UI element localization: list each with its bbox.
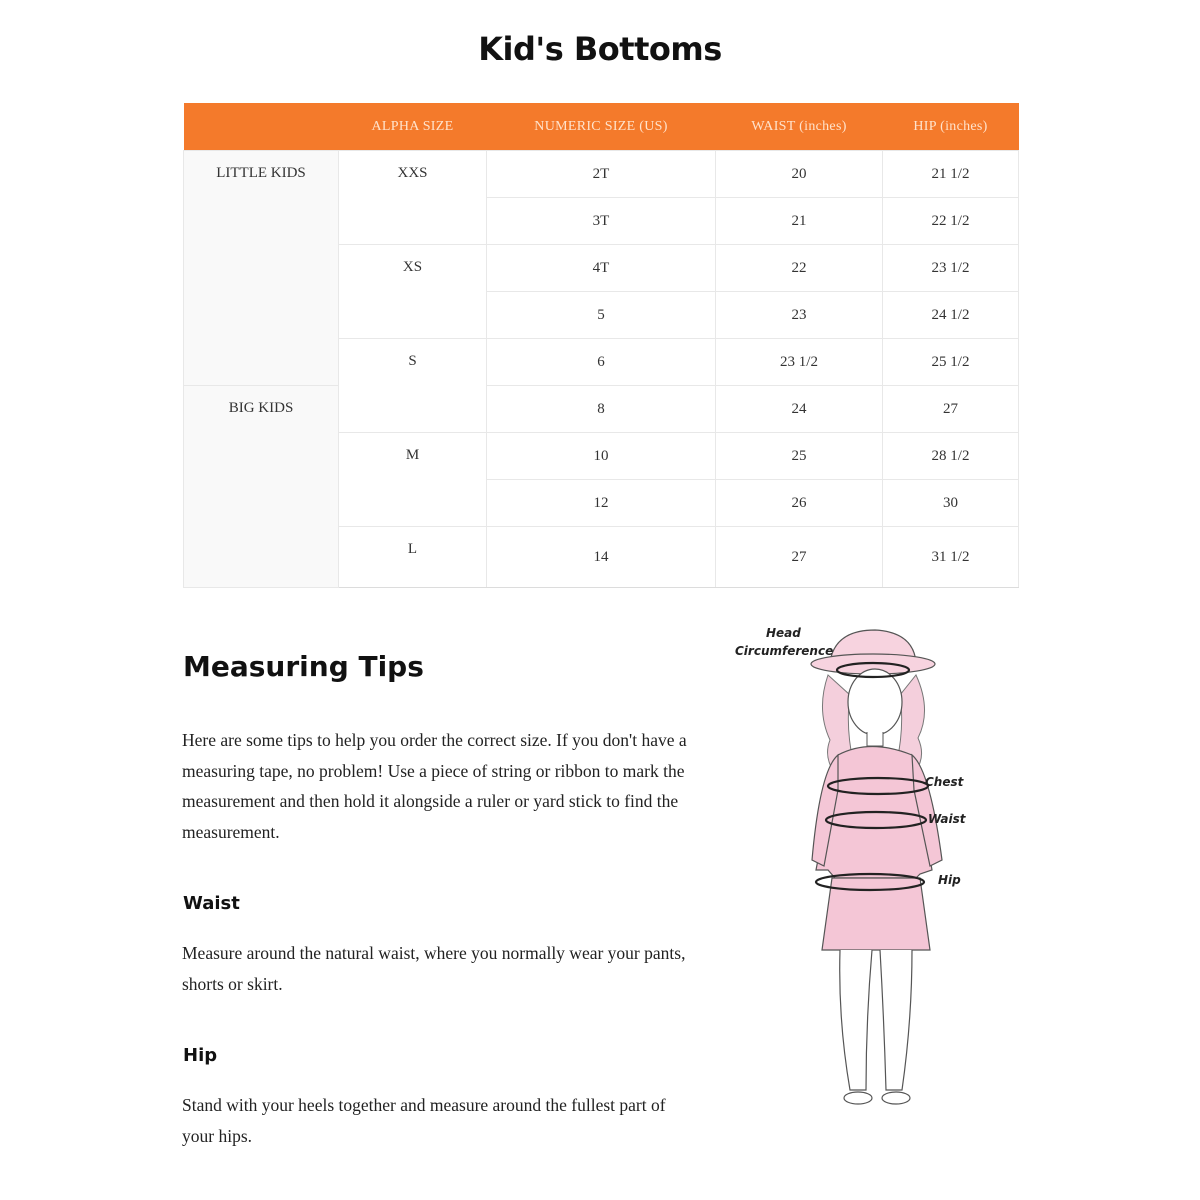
size-chart-table (183, 103, 1019, 588)
numeric-size-cell: 4T (487, 245, 716, 292)
numeric-size-cell: 2T (487, 151, 716, 198)
alpha-size-cell: L (339, 527, 487, 588)
table-row (184, 386, 1019, 433)
table-row (184, 151, 1019, 198)
numeric-size-cell: 14 (487, 527, 716, 588)
waist-cell: 23 (716, 292, 883, 339)
head-label: Head (766, 626, 801, 640)
measuring-tips-intro: Here are some tips to help you order the correct size. If you don't have a measuring tape, no problem! Use a piece of string or ribbon to mark the measurement and then hold it alongside a ruler or yard stick to find the measurement. (182, 730, 687, 842)
hip-cell: 23 1/2 (883, 245, 1019, 292)
waist-cell: 26 (716, 480, 883, 527)
hip-cell: 30 (883, 480, 1019, 527)
chest-label: Chest (925, 775, 964, 789)
hip-cell: 25 1/2 (883, 339, 1019, 386)
hip-cell: 22 1/2 (883, 198, 1019, 245)
waist-cell: 22 (716, 245, 883, 292)
numeric-size-cell: 12 (487, 480, 716, 527)
hip-cell: 21 1/2 (883, 151, 1019, 198)
table-header-row (184, 103, 1019, 151)
alpha-size-cell: M (339, 433, 487, 527)
header-waist: WAIST (inches) (716, 103, 883, 151)
hip-label: Hip (938, 873, 961, 887)
alpha-size-cell: XS (339, 245, 487, 339)
numeric-size-cell: 10 (487, 433, 716, 480)
waist-cell: 21 (716, 198, 883, 245)
numeric-size-cell: 5 (487, 292, 716, 339)
alpha-size-cell: XXS (339, 151, 487, 245)
hip-heading: Hip (183, 1045, 218, 1066)
waist-label: Waist (928, 812, 966, 826)
waist-cell: 20 (716, 151, 883, 198)
measuring-tips-heading: Measuring Tips (183, 650, 424, 683)
waist-cell: 27 (716, 527, 883, 588)
waist-cell: 25 (716, 433, 883, 480)
waist-heading: Waist (183, 893, 240, 914)
header-group (184, 103, 339, 151)
hip-cell: 31 1/2 (883, 527, 1019, 588)
numeric-size-cell: 8 (487, 386, 716, 433)
waist-instructions: Measure around the natural waist, where you normally wear your pants, shorts or skirt. (182, 943, 686, 994)
numeric-size-cell: 6 (487, 339, 716, 386)
header-alpha-size: ALPHA SIZE (339, 103, 487, 151)
measurement-figure (720, 620, 980, 1120)
header-numeric-size: NUMERIC SIZE (US) (487, 103, 716, 151)
page-title: Kid's Bottoms (478, 30, 722, 68)
group-big-kids: BIG KIDS (184, 386, 339, 588)
hip-cell: 28 1/2 (883, 433, 1019, 480)
header-hip: HIP (inches) (883, 103, 1019, 151)
circumference-label: Circumference (735, 644, 834, 658)
girl-illustration (720, 620, 980, 1120)
group-little-kids: LITTLE KIDS (184, 151, 339, 386)
hip-cell: 24 1/2 (883, 292, 1019, 339)
waist-cell: 23 1/2 (716, 339, 883, 386)
alpha-size-cell: S (339, 339, 487, 433)
numeric-size-cell: 3T (487, 198, 716, 245)
waist-cell: 24 (716, 386, 883, 433)
hip-cell: 27 (883, 386, 1019, 433)
hip-instructions: Stand with your heels together and measure around the fullest part of your hips. (182, 1095, 666, 1146)
